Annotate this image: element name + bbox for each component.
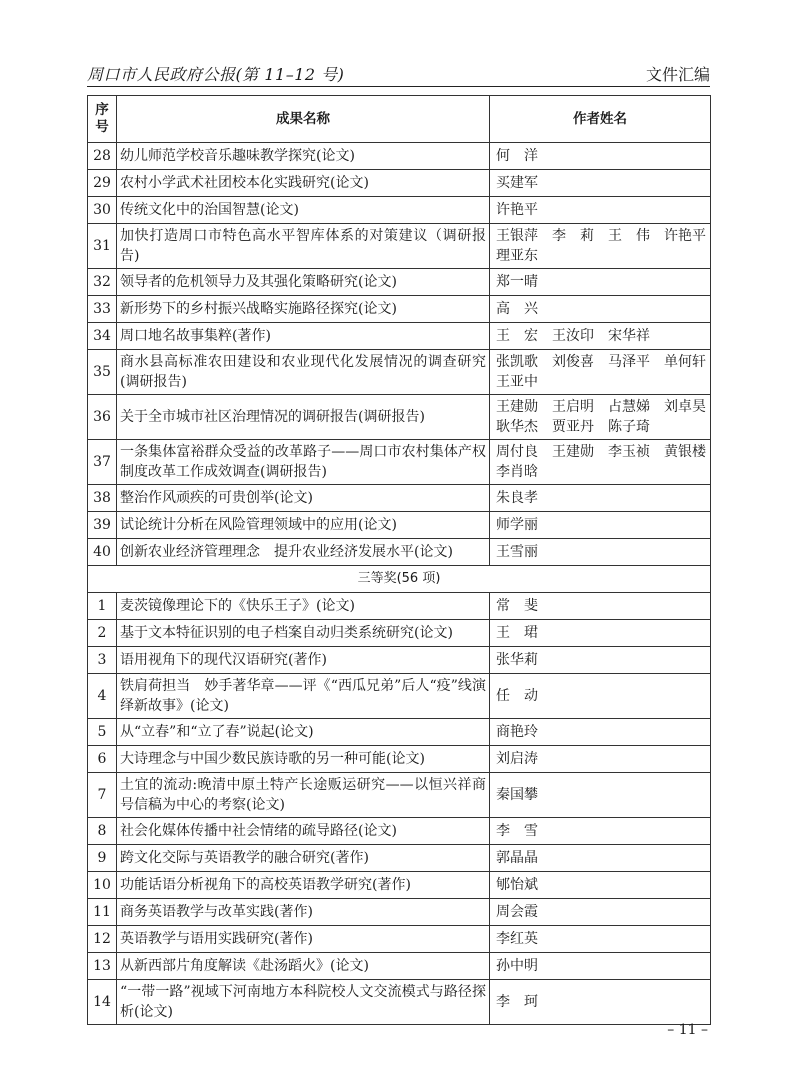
table-row <box>88 899 711 926</box>
row-authors: 周会霞 <box>490 899 711 926</box>
row-authors: 王雪丽 <box>490 539 711 566</box>
row-title: 关于全市城市社区治理情况的调研报告(调研报告) <box>117 395 490 440</box>
row-number: 28 <box>88 143 117 170</box>
table-row <box>88 773 711 818</box>
row-title: 社会化媒体传播中社会情绪的疏导路径(论文) <box>117 818 490 845</box>
column-header-title: 成果名称 <box>117 96 490 143</box>
table-row <box>88 395 711 440</box>
row-title: 加快打造周口市特色高水平智库体系的对策建议（调研报告) <box>117 224 490 269</box>
row-title: 商务英语教学与改革实践(著作) <box>117 899 490 926</box>
table-row <box>88 197 711 224</box>
table-row <box>88 647 711 674</box>
table-body-after <box>88 593 711 1025</box>
row-number: 10 <box>88 872 117 899</box>
column-header-seq <box>88 96 117 143</box>
column-header-authors: 作者姓名 <box>490 96 711 143</box>
row-authors: 张凯歌 刘俊喜 马泽平 单何轩 王亚中 <box>490 350 711 395</box>
row-title: 一条集体富裕群众受益的改革路子——周口市农村集体产权制度改革工作成效调查(调研报告) <box>117 440 490 485</box>
table-header-row <box>88 96 711 143</box>
row-number: 11 <box>88 899 117 926</box>
page-number: – 11 – <box>667 1022 708 1038</box>
table-row <box>88 170 711 197</box>
row-title: 语用视角下的现代汉语研究(著作) <box>117 647 490 674</box>
page-header <box>87 62 710 88</box>
row-authors: 常 斐 <box>490 593 711 620</box>
table-row <box>88 845 711 872</box>
row-authors: 郑一晴 <box>490 269 711 296</box>
row-authors: 师学丽 <box>490 512 711 539</box>
table-row <box>88 818 711 845</box>
row-title: 试论统计分析在风险管理领域中的应用(论文) <box>117 512 490 539</box>
row-title: “一带一路”视域下河南地方本科院校人文交流模式与路径探析(论文) <box>117 980 490 1025</box>
row-title: 大诗理念与中国少数民族诗歌的另一种可能(论文) <box>117 746 490 773</box>
row-title: 功能话语分析视角下的高校英语教学研究(著作) <box>117 872 490 899</box>
row-authors: 任 动 <box>490 674 711 719</box>
row-title: 整治作风顽疾的可贵创举(论文) <box>117 485 490 512</box>
row-authors: 王 宏 王汝印 宋华祥 <box>490 323 711 350</box>
row-authors: 许艳平 <box>490 197 711 224</box>
row-authors: 王银萍 李 莉 王 伟 许艳平 理亚东 <box>490 224 711 269</box>
section-title: 文件汇编 <box>645 65 710 84</box>
row-title: 铁肩荷担当 妙手著华章——评《“西瓜兄弟”后人“疫”线演绎新故事》(论文) <box>117 674 490 719</box>
table-row <box>88 269 711 296</box>
row-number: 4 <box>88 674 117 719</box>
row-title: 创新农业经济管理理念 提升农业经济发展水平(论文) <box>117 539 490 566</box>
row-number: 37 <box>88 440 117 485</box>
row-authors: 朱良孝 <box>490 485 711 512</box>
table-row <box>88 296 711 323</box>
column-header-seq-text: 序号 <box>95 102 109 135</box>
row-title: 跨文化交际与英语教学的融合研究(著作) <box>117 845 490 872</box>
row-authors: 王 珺 <box>490 620 711 647</box>
row-title: 新形势下的乡村振兴战略实施路径探究(论文) <box>117 296 490 323</box>
row-number: 36 <box>88 395 117 440</box>
row-authors: 李红英 <box>490 926 711 953</box>
table-row <box>88 926 711 953</box>
table-row <box>88 224 711 269</box>
row-authors: 刘启涛 <box>490 746 711 773</box>
row-authors: 孙中明 <box>490 953 711 980</box>
row-number: 14 <box>88 980 117 1025</box>
row-number: 3 <box>88 647 117 674</box>
row-number: 9 <box>88 845 117 872</box>
row-title: 从新西部片角度解读《赴汤蹈火》(论文) <box>117 953 490 980</box>
row-number: 1 <box>88 593 117 620</box>
row-title: 农村小学武术社团校本化实践研究(论文) <box>117 170 490 197</box>
row-number: 12 <box>88 926 117 953</box>
table-row <box>88 593 711 620</box>
row-authors: 何 洋 <box>490 143 711 170</box>
table-row <box>88 512 711 539</box>
row-authors: 高 兴 <box>490 296 711 323</box>
table-row <box>88 674 711 719</box>
row-authors: 买建军 <box>490 170 711 197</box>
table-row <box>88 539 711 566</box>
row-title: 传统文化中的治国智慧(论文) <box>117 197 490 224</box>
row-title: 从“立春”和“立了春”说起(论文) <box>117 719 490 746</box>
table-row <box>88 746 711 773</box>
bulletin-title: 周口市人民政府公报(第 11–12 号) <box>87 65 345 84</box>
row-title: 幼儿师范学校音乐趣味教学探究(论文) <box>117 143 490 170</box>
table-row <box>88 980 711 1025</box>
table-row <box>88 872 711 899</box>
row-authors: 张华莉 <box>490 647 711 674</box>
row-number: 40 <box>88 539 117 566</box>
row-title: 英语教学与语用实践研究(著作) <box>117 926 490 953</box>
row-number: 5 <box>88 719 117 746</box>
table-row <box>88 323 711 350</box>
row-number: 29 <box>88 170 117 197</box>
row-number: 34 <box>88 323 117 350</box>
row-authors: 郭晶晶 <box>490 845 711 872</box>
row-authors: 李 雪 <box>490 818 711 845</box>
row-authors: 商艳玲 <box>490 719 711 746</box>
section-row <box>88 566 711 593</box>
row-number: 38 <box>88 485 117 512</box>
row-title: 领导者的危机领导力及其强化策略研究(论文) <box>117 269 490 296</box>
table-row <box>88 620 711 647</box>
row-authors: 周付良 王建勋 李玉祯 黄银楼 李肖晗 <box>490 440 711 485</box>
row-number: 32 <box>88 269 117 296</box>
section-group <box>88 566 711 593</box>
row-number: 31 <box>88 224 117 269</box>
row-authors: 王建勋 王启明 占慧娣 刘卓昊 耿华杰 贾亚丹 陈子琦 <box>490 395 711 440</box>
row-number: 30 <box>88 197 117 224</box>
table-row <box>88 953 711 980</box>
row-title: 基于文本特征识别的电子档案自动归类系统研究(论文) <box>117 620 490 647</box>
row-authors: 秦国攀 <box>490 773 711 818</box>
row-number: 7 <box>88 773 117 818</box>
table-row <box>88 350 711 395</box>
awards-table <box>87 95 720 1025</box>
row-number: 33 <box>88 296 117 323</box>
row-number: 35 <box>88 350 117 395</box>
row-title: 商水县高标准农田建设和农业现代化发展情况的调查研究(调研报告) <box>117 350 490 395</box>
row-title: 麦茨镜像理论下的《快乐王子》(论文) <box>117 593 490 620</box>
table-row <box>88 719 711 746</box>
row-number: 39 <box>88 512 117 539</box>
row-number: 13 <box>88 953 117 980</box>
row-authors: 郇怡斌 <box>490 872 711 899</box>
row-number: 2 <box>88 620 117 647</box>
row-title: 土宜的流动:晚清中原土特产长途贩运研究——以恒兴祥商号信稿为中心的考察(论文) <box>117 773 490 818</box>
section-label: 三等奖(56 项) <box>88 566 711 593</box>
table-row <box>88 485 711 512</box>
row-authors: 李 珂 <box>490 980 711 1025</box>
row-number: 6 <box>88 746 117 773</box>
row-title: 周口地名故事集粹(著作) <box>117 323 490 350</box>
table-row <box>88 143 711 170</box>
row-number: 8 <box>88 818 117 845</box>
table-body-before <box>88 143 720 566</box>
table-row <box>88 440 711 485</box>
header-rule <box>87 86 710 87</box>
